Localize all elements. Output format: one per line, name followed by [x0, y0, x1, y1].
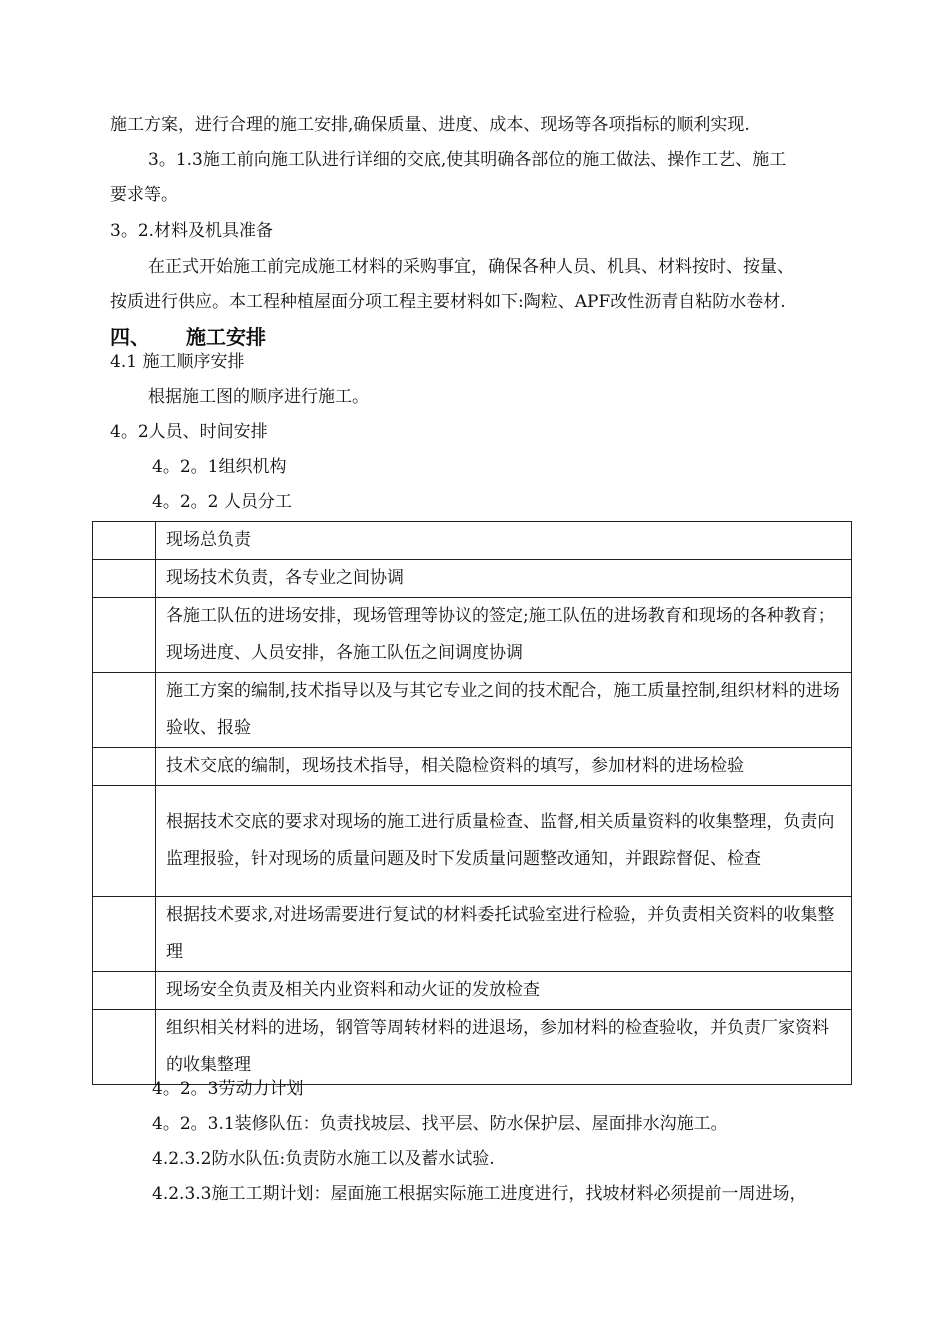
subsection-heading: 3。2.材料及机具准备	[110, 221, 274, 241]
table-row	[93, 598, 852, 673]
subsection-heading: 4。2。3劳动力计划	[152, 1079, 304, 1099]
paragraph-line: 4.2.3.2防水队伍:负责防水施工以及蓄水试验.	[152, 1149, 495, 1169]
role-cell	[93, 598, 156, 673]
section-number: 四、	[110, 325, 150, 349]
duty-cell: 根据技术交底的要求对现场的施工进行质量检查、监督,相关质量资料的收集整理，负责向监理报验，针对现场的质量问题及时下发质量问题整改通知，并跟踪督促、检查	[156, 786, 852, 897]
role-cell	[93, 1010, 156, 1085]
role-cell	[93, 972, 156, 1010]
section-heading	[110, 324, 266, 350]
duty-cell: 根据技术要求,对进场需要进行复试的材料委托试验室进行检验，并负责相关资料的收集整理	[156, 897, 852, 972]
paragraph-line: 4.2.3.3施工工期计划：屋面施工根据实际施工进度进行，找坡材料必须提前一周进场，	[152, 1184, 807, 1204]
role-cell	[93, 748, 156, 786]
paragraph-line: 根据施工图的顺序进行施工。	[148, 387, 369, 407]
role-cell	[93, 673, 156, 748]
table-row	[93, 522, 852, 560]
duty-cell: 组织相关材料的进场，钢管等周转材料的进退场，参加材料的检查验收，并负责厂家资料的收集整理	[156, 1010, 852, 1085]
table-row	[93, 786, 852, 897]
table-row	[93, 748, 852, 786]
paragraph-line: 施工方案，进行合理的施工安排,确保质量、进度、成本、现场等各项指标的顺利实现.	[110, 115, 750, 135]
role-cell	[93, 786, 156, 897]
paragraph-line: 在正式开始施工前完成施工材料的采购事宜，确保各种人员、机具、材料按时、按量、	[148, 257, 794, 277]
role-cell	[93, 560, 156, 598]
staff-duty-table	[92, 521, 852, 1085]
duty-cell: 现场技术负责，各专业之间协调	[156, 560, 852, 598]
subsection-heading: 4。2人员、时间安排	[110, 422, 268, 442]
table-row	[93, 1010, 852, 1085]
subsection-heading: 4。2。1组织机构	[152, 457, 287, 477]
table-row	[93, 972, 852, 1010]
duty-cell: 技术交底的编制，现场技术指导，相关隐检资料的填写，参加材料的进场检验	[156, 748, 852, 786]
subsection-heading: 4.1 施工顺序安排	[110, 352, 245, 372]
role-cell	[93, 522, 156, 560]
paragraph-line: 要求等。	[110, 185, 178, 205]
table-row	[93, 897, 852, 972]
duty-cell: 施工方案的编制,技术指导以及与其它专业之间的技术配合，施工质量控制,组织材料的进场验收、报验	[156, 673, 852, 748]
paragraph-line: 按质进行供应。本工程种植屋面分项工程主要材料如下:陶粒、APF改性沥青自粘防水卷材.	[110, 292, 786, 312]
section-title: 施工安排	[186, 325, 266, 349]
paragraph-line: 3。1.3施工前向施工队进行详细的交底,使其明确各部位的施工做法、操作工艺、施工	[148, 150, 787, 170]
duty-cell: 各施工队伍的进场安排，现场管理等协议的签定;施工队伍的进场教育和现场的各种教育；现场进度、人员安排，各施工队伍之间调度协调	[156, 598, 852, 673]
duty-cell: 现场总负责	[156, 522, 852, 560]
subsection-heading: 4。2。2 人员分工	[152, 492, 292, 512]
paragraph-line: 4。2。3.1装修队伍：负责找坡层、找平层、防水保护层、屋面排水沟施工。	[152, 1114, 728, 1134]
table-row	[93, 560, 852, 598]
role-cell	[93, 897, 156, 972]
duty-cell: 现场安全负责及相关内业资料和动火证的发放检查	[156, 972, 852, 1010]
table-row	[93, 673, 852, 748]
